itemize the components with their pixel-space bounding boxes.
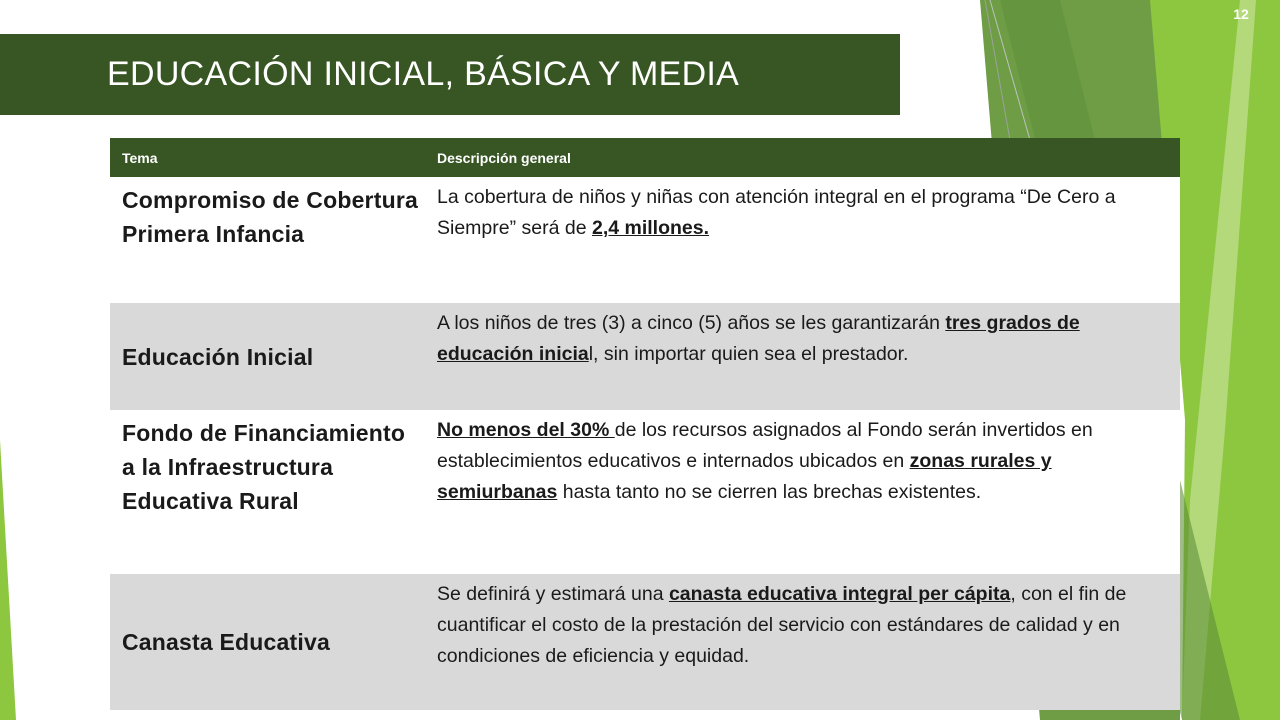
slide-title: EDUCACIÓN INICIAL, BÁSICA Y MEDIA (107, 55, 740, 93)
description-text: hasta tanto no se cierren las brechas existentes. (557, 481, 982, 503)
topic-cell: Canasta Educativa (110, 574, 428, 710)
table-row (110, 410, 1180, 574)
slide-number: 12 (1233, 6, 1249, 22)
description-cell (428, 303, 1180, 410)
header-topic: Tema (110, 138, 428, 177)
table-row (110, 303, 1180, 410)
header-description: Descripción general (428, 138, 1180, 177)
description-text: A los niños de tres (3) a cinco (5) años se les garantizarán (437, 312, 946, 334)
topic-cell: Educación Inicial (110, 303, 428, 410)
title-bar (0, 34, 900, 115)
table-row (110, 177, 1180, 303)
highlighted-text: zonas rurales y semiurbanas (437, 450, 1052, 503)
description-cell (428, 410, 1180, 574)
description-text: l, sin importar quien sea el prestador. (588, 343, 909, 365)
description-cell (428, 574, 1180, 710)
topics-table (110, 138, 1180, 710)
highlighted-text: No menos del 30% (437, 419, 615, 441)
topic-cell: Compromiso de Cobertura Primera Infancia (110, 177, 428, 303)
highlighted-text: canasta educativa integral per cápita (668, 583, 1011, 605)
topic-cell: Fondo de Financiamiento a la Infraestructura Educativa Rural (110, 410, 428, 574)
description-text: de los recursos asignados al Fondo serán invertidos en establecimientos educativos e internados ubicados en (437, 419, 1093, 472)
left-lime-stripe-decoration (0, 440, 16, 720)
description-text: , con el fin de cuantificar el costo de la prestación del servicio con estándares de calidad y en condiciones de eficiencia y equidad. (437, 583, 1127, 667)
highlighted-text: 2,4 millones. (591, 217, 710, 239)
table-header-row (110, 138, 1180, 177)
description-cell (428, 177, 1180, 303)
table-row (110, 574, 1180, 710)
description-text: La cobertura de niños y niñas con atención integral en el programa “De Cero a Siempre” será de (437, 186, 1116, 239)
highlighted-text: tres grados de educación inicia (437, 312, 1080, 365)
description-text: Se definirá y estimará una (437, 583, 669, 605)
